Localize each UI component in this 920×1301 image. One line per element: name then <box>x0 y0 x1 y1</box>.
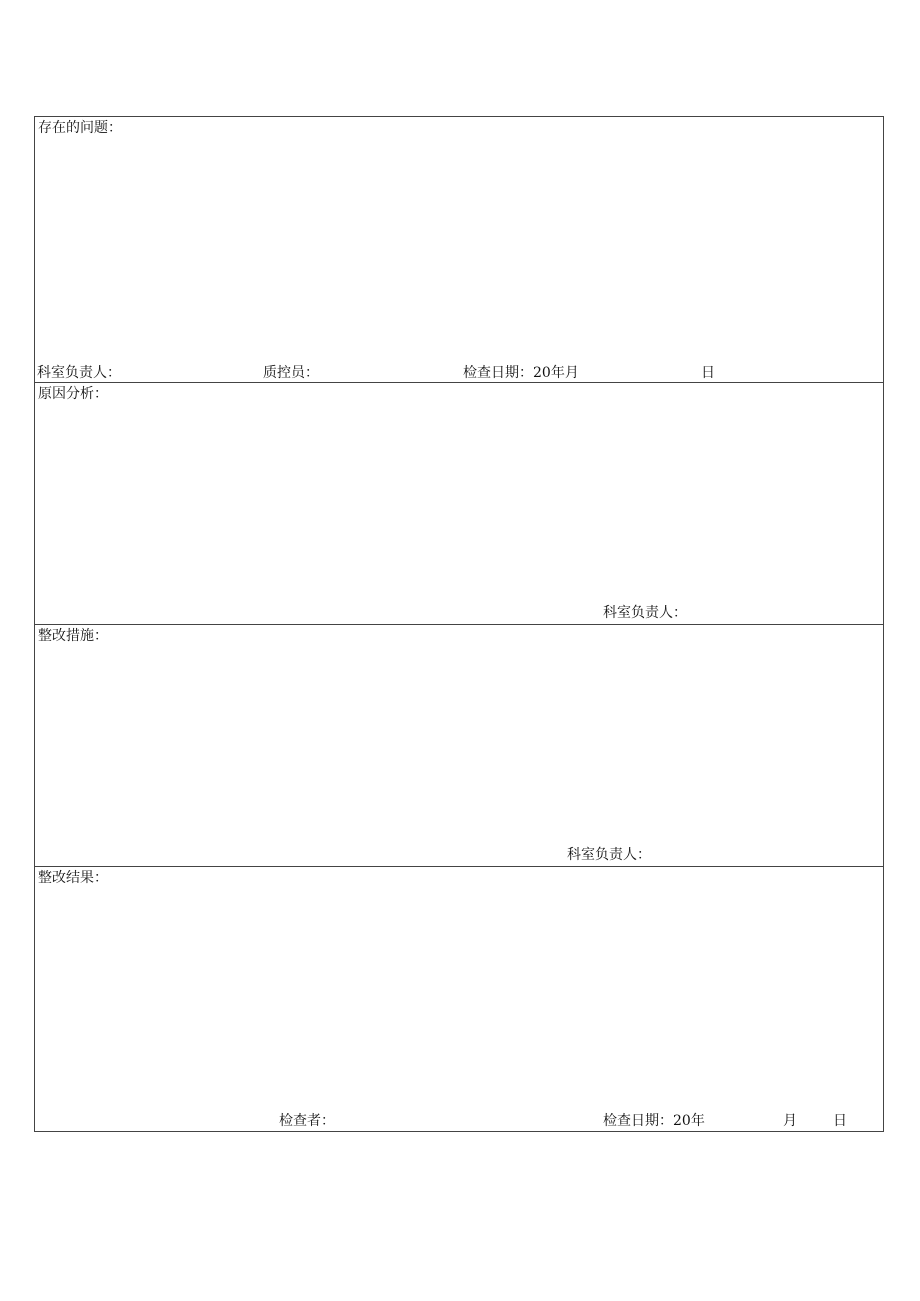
problems-date-label: 检查日期：20年月 <box>463 365 579 381</box>
analysis-heading: 原因分析： <box>38 386 108 402</box>
results-heading: 整改结果： <box>38 870 108 886</box>
results-section <box>35 867 883 1131</box>
results-month-label: 月 <box>783 1113 797 1129</box>
analysis-dept-head-label: 科室负责人： <box>603 605 687 621</box>
problems-section <box>35 117 883 383</box>
problems-heading: 存在的问题： <box>38 120 122 136</box>
results-inspector-label: 检查者： <box>279 1113 335 1129</box>
analysis-section <box>35 383 883 625</box>
results-date-label: 检查日期：20年 <box>603 1113 705 1129</box>
results-day-label: 日 <box>833 1113 847 1129</box>
measures-dept-head-label: 科室负责人： <box>567 847 651 863</box>
problems-qc-label: 质控员： <box>263 365 319 381</box>
rectification-form <box>34 116 884 1132</box>
problems-day-label: 日 <box>701 365 715 381</box>
measures-heading: 整改措施： <box>38 628 108 644</box>
problems-dept-head-label: 科室负责人： <box>37 365 121 381</box>
measures-section <box>35 625 883 867</box>
